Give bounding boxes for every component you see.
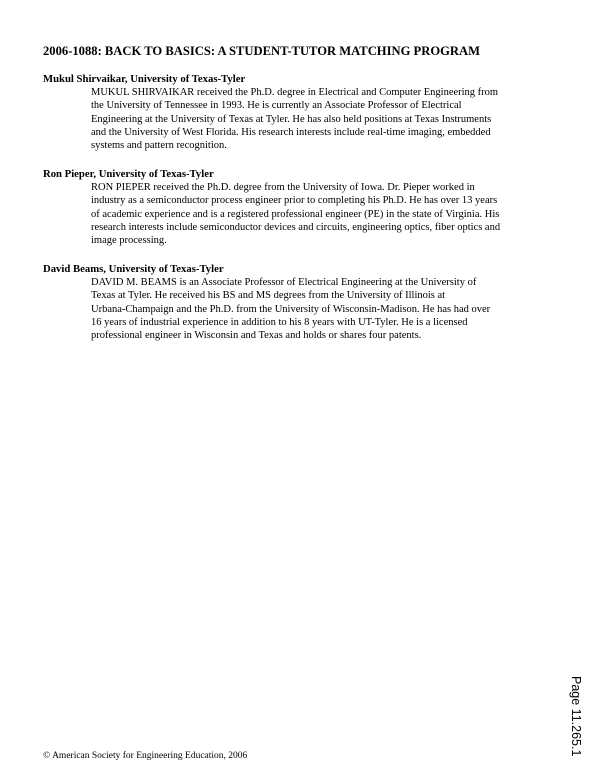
bio-line: and the University of West Florida. His research interests include real-time imaging, embedded xyxy=(91,126,491,138)
bio-line: industry as a semiconductor process engineer prior to completing his Ph.D. He has over 13 years xyxy=(91,195,498,207)
author-bio xyxy=(91,181,563,247)
page-number: Page 11.265.1 xyxy=(569,676,583,757)
bio-line: MUKUL SHIRVAIKAR received the Ph.D. degree in Electrical and Computer Engineering from xyxy=(91,87,499,98)
bio-line: professional engineer in Wisconsin and Texas and holds or shares four patents. xyxy=(91,330,422,341)
bio-line: Texas at Tyler. He received his BS and MS degrees from the University of Illinois at xyxy=(91,290,446,302)
author-section xyxy=(43,73,563,152)
bio-line: Urbana-Champaign and the Ph.D. from the University of Wisconsin-Madison. He has had over xyxy=(91,303,491,315)
bio-line: RON PIEPER received the Ph.D. degree from the University of Iowa. Dr. Pieper worked in xyxy=(91,182,475,193)
bio-line: research interests include semiconductor devices and circuits, engineering optics, fiber optics and xyxy=(91,221,501,233)
author-name: Mukul Shirvaikar, University of Texas-Tyler xyxy=(43,73,246,85)
bio-line: the University of Tennessee in 1993. He is currently an Associate Professor of Electrical xyxy=(91,100,462,112)
author-section xyxy=(43,263,563,342)
author-name: David Beams, University of Texas-Tyler xyxy=(43,263,224,275)
copyright-notice: © American Society for Engineering Education, 2006 xyxy=(43,751,248,761)
bio-line: Engineering at the University of Texas at Tyler. He has also held positions at Texas Instruments xyxy=(91,113,492,125)
author-bio xyxy=(91,276,563,342)
paper-title: 2006-1088: BACK TO BASICS: A STUDENT-TUTOR MATCHING PROGRAM xyxy=(43,44,480,58)
bio-line: DAVID M. BEAMS is an Associate Professor of Electrical Engineering at the University of xyxy=(91,277,477,288)
author-name: Ron Pieper, University of Texas-Tyler xyxy=(43,168,214,180)
author-section xyxy=(43,168,563,247)
bio-line: of academic experience and is a registered professional engineer (PE) in the state of Virginia. His xyxy=(91,208,500,220)
bio-line: image processing. xyxy=(91,235,167,246)
bio-line: systems and pattern recognition. xyxy=(91,140,227,151)
author-bio xyxy=(91,86,563,152)
bio-line: 16 years of industrial experience in addition to his 8 years with UT-Tyler. He is a licensed xyxy=(91,316,468,328)
